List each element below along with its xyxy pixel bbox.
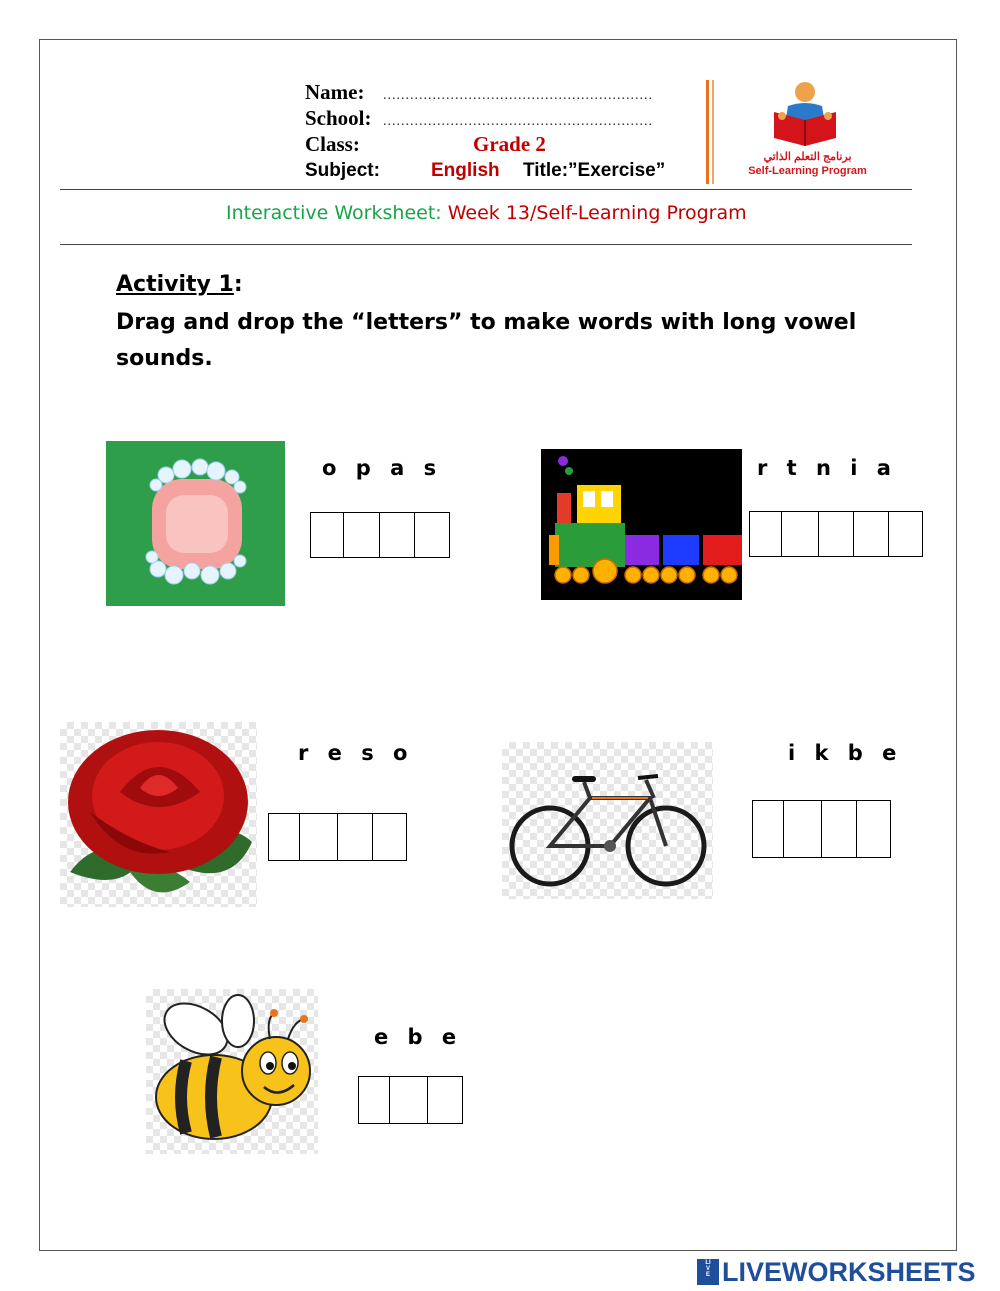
answer-boxes-soap xyxy=(310,512,450,558)
letter-drop-box[interactable] xyxy=(752,800,784,858)
subject-label: Subject: xyxy=(305,160,380,181)
class-label: Class: xyxy=(305,132,360,156)
brand-mark-text: LIVE xyxy=(705,1260,711,1278)
letter-drop-box[interactable] xyxy=(373,813,407,861)
self-learning-logo xyxy=(760,80,850,150)
grade-value: Grade 2 xyxy=(473,132,546,156)
brand-mark-icon xyxy=(697,1259,719,1285)
letter-drop-box[interactable] xyxy=(268,813,300,861)
scrambled-letters-train[interactable]: r t n i a xyxy=(757,456,897,480)
bike-icon xyxy=(502,742,713,899)
scrambled-letters-bee[interactable]: e b e xyxy=(374,1025,463,1049)
letter-drop-box[interactable] xyxy=(338,813,373,861)
answer-boxes-train xyxy=(749,511,923,557)
banner-red-text: Week 13/Self-Learning Program xyxy=(447,202,747,224)
letter-drop-box[interactable] xyxy=(854,511,889,557)
header-divider xyxy=(706,80,709,184)
train-picture xyxy=(541,449,742,600)
activity-title: Activity 1 xyxy=(116,272,234,297)
name-field[interactable]: ............................................................ xyxy=(383,88,653,103)
letter-drop-box[interactable] xyxy=(358,1076,390,1124)
letter-drop-box[interactable] xyxy=(782,511,819,557)
answer-boxes-rose xyxy=(268,813,407,861)
rose-picture xyxy=(60,722,257,907)
brand-name: LIVEWORKSHEETS xyxy=(722,1256,976,1287)
header-rule-top xyxy=(60,189,912,190)
bee-icon xyxy=(146,989,318,1154)
reader-icon xyxy=(760,80,850,150)
school-field[interactable]: ............................................................ xyxy=(383,114,653,129)
letter-drop-box[interactable] xyxy=(390,1076,428,1124)
logo-arabic-text: برنامج التعلم الذاتي xyxy=(763,151,852,163)
answer-boxes-bee xyxy=(358,1076,463,1124)
banner-green-text: Interactive Worksheet: xyxy=(226,202,442,224)
logo-english-text: Self-Learning Program xyxy=(748,165,867,177)
title-value: Title:”Exercise” xyxy=(523,160,666,181)
bike-picture xyxy=(502,742,713,899)
letter-drop-box[interactable] xyxy=(428,1076,463,1124)
letter-drop-box[interactable] xyxy=(344,512,380,558)
activity-colon: : xyxy=(233,272,243,297)
train-icon xyxy=(541,449,742,600)
activity-heading xyxy=(116,272,243,297)
letter-drop-box[interactable] xyxy=(749,511,782,557)
letter-drop-box[interactable] xyxy=(415,512,450,558)
answer-boxes-bike xyxy=(752,800,891,858)
letter-drop-box[interactable] xyxy=(889,511,923,557)
letter-drop-box[interactable] xyxy=(822,800,857,858)
letter-drop-box[interactable] xyxy=(380,512,415,558)
name-label: Name: xyxy=(305,80,365,104)
letter-drop-box[interactable] xyxy=(310,512,344,558)
letter-drop-box[interactable] xyxy=(784,800,822,858)
letter-drop-box[interactable] xyxy=(857,800,891,858)
bee-picture xyxy=(146,989,318,1154)
soap-picture xyxy=(106,441,285,606)
school-label: School: xyxy=(305,106,372,130)
letter-drop-box[interactable] xyxy=(300,813,338,861)
letter-drop-box[interactable] xyxy=(819,511,854,557)
scrambled-letters-bike[interactable]: i k b e xyxy=(788,741,903,765)
header-divider-light xyxy=(712,80,714,184)
header-rule-bottom xyxy=(60,244,912,245)
banner xyxy=(226,202,747,224)
liveworksheets-brand xyxy=(697,1258,992,1286)
soap-icon xyxy=(106,441,285,606)
scrambled-letters-rose[interactable]: r e s o xyxy=(298,741,414,765)
scrambled-letters-soap[interactable]: o p a s xyxy=(322,456,443,480)
subject-value: English xyxy=(431,160,500,181)
activity-instruction: Drag and drop the “letters” to make words with long vowel sounds. xyxy=(116,310,857,371)
rose-icon xyxy=(60,722,257,907)
